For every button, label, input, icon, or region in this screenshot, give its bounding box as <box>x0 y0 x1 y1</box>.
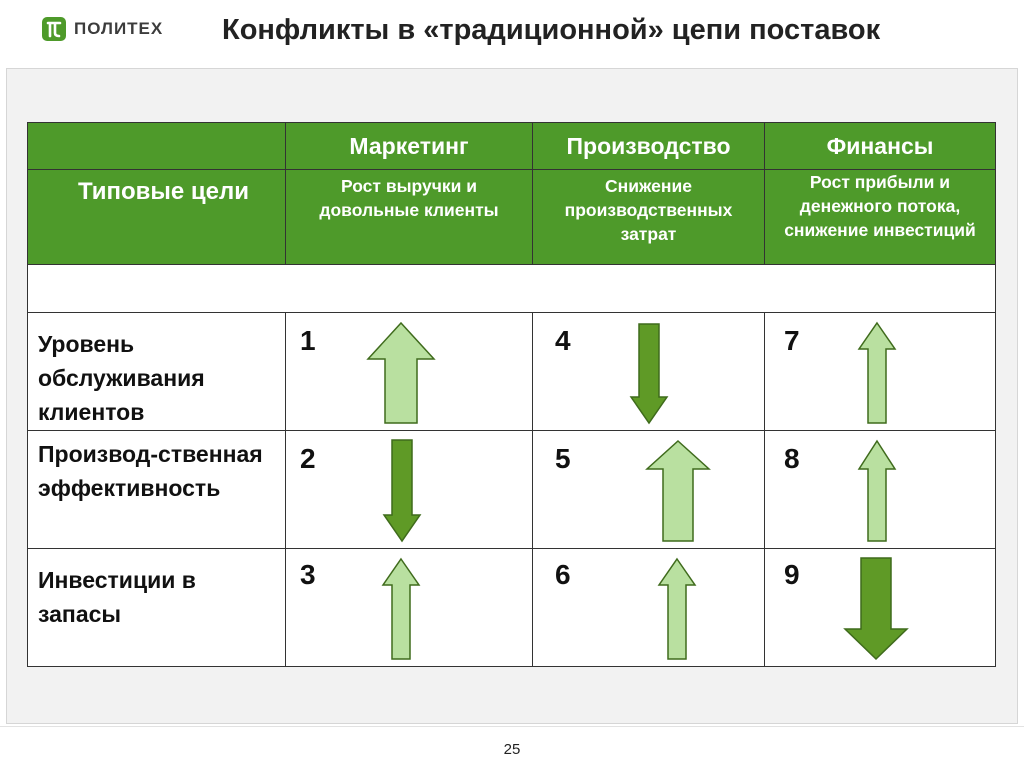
column-header-production: Производство <box>532 122 765 170</box>
cell-number: 2 <box>300 443 316 474</box>
spacer-row <box>27 264 996 313</box>
table-cell <box>532 430 765 549</box>
logo-text: ПОЛИТЕХ <box>74 19 164 38</box>
table-cell <box>285 430 533 549</box>
cell-number: 7 <box>784 325 800 356</box>
column-header-marketing: Маркетинг <box>285 122 533 170</box>
row-label-service-level: Уровень обслуживания клиентов <box>27 312 286 431</box>
table-cell <box>764 548 996 667</box>
goal-production: Снижение производственных затрат <box>532 169 765 265</box>
page-title: Конфликты в «традиционной» цепи поставок <box>222 14 881 46</box>
arrow-up-icon <box>657 557 697 661</box>
table-corner-cell <box>27 122 286 170</box>
arrow-down-icon <box>629 323 669 425</box>
polytech-logo-icon <box>42 17 66 41</box>
arrow-down-icon <box>382 439 422 543</box>
arrow-up-icon <box>381 557 421 661</box>
table-cell <box>532 548 765 667</box>
footer-divider <box>0 726 1024 727</box>
page-number: 25 <box>503 741 521 758</box>
table-cell <box>285 548 533 667</box>
cell-number: 5 <box>555 443 571 474</box>
arrow-down-icon <box>843 557 909 661</box>
column-header-finance: Финансы <box>764 122 996 170</box>
logo <box>42 17 163 41</box>
table-cell <box>764 312 996 431</box>
cell-number: 3 <box>300 559 316 590</box>
arrow-up-icon <box>645 439 711 543</box>
slide-header <box>0 0 1024 64</box>
cell-number: 1 <box>300 325 316 356</box>
table-cell <box>764 430 996 549</box>
cell-number: 4 <box>555 325 571 356</box>
cell-number: 8 <box>784 443 800 474</box>
row-label-production-efficiency: Производ-ственная эффективность <box>27 430 286 549</box>
row-label-inventory-investment: Инвестиции в запасы <box>27 548 286 667</box>
goals-row-label: Типовые цели <box>27 169 286 265</box>
goal-marketing: Рост выручки и довольные клиенты <box>285 169 533 265</box>
arrow-up-icon <box>366 321 436 425</box>
cell-number: 9 <box>784 559 800 590</box>
arrow-up-icon <box>857 321 897 425</box>
table-cell <box>285 312 533 431</box>
table-cell <box>532 312 765 431</box>
cell-number: 6 <box>555 559 571 590</box>
goal-finance: Рост прибыли и денежного потока, снижение инвестиций <box>764 169 996 265</box>
arrow-up-icon <box>857 439 897 543</box>
